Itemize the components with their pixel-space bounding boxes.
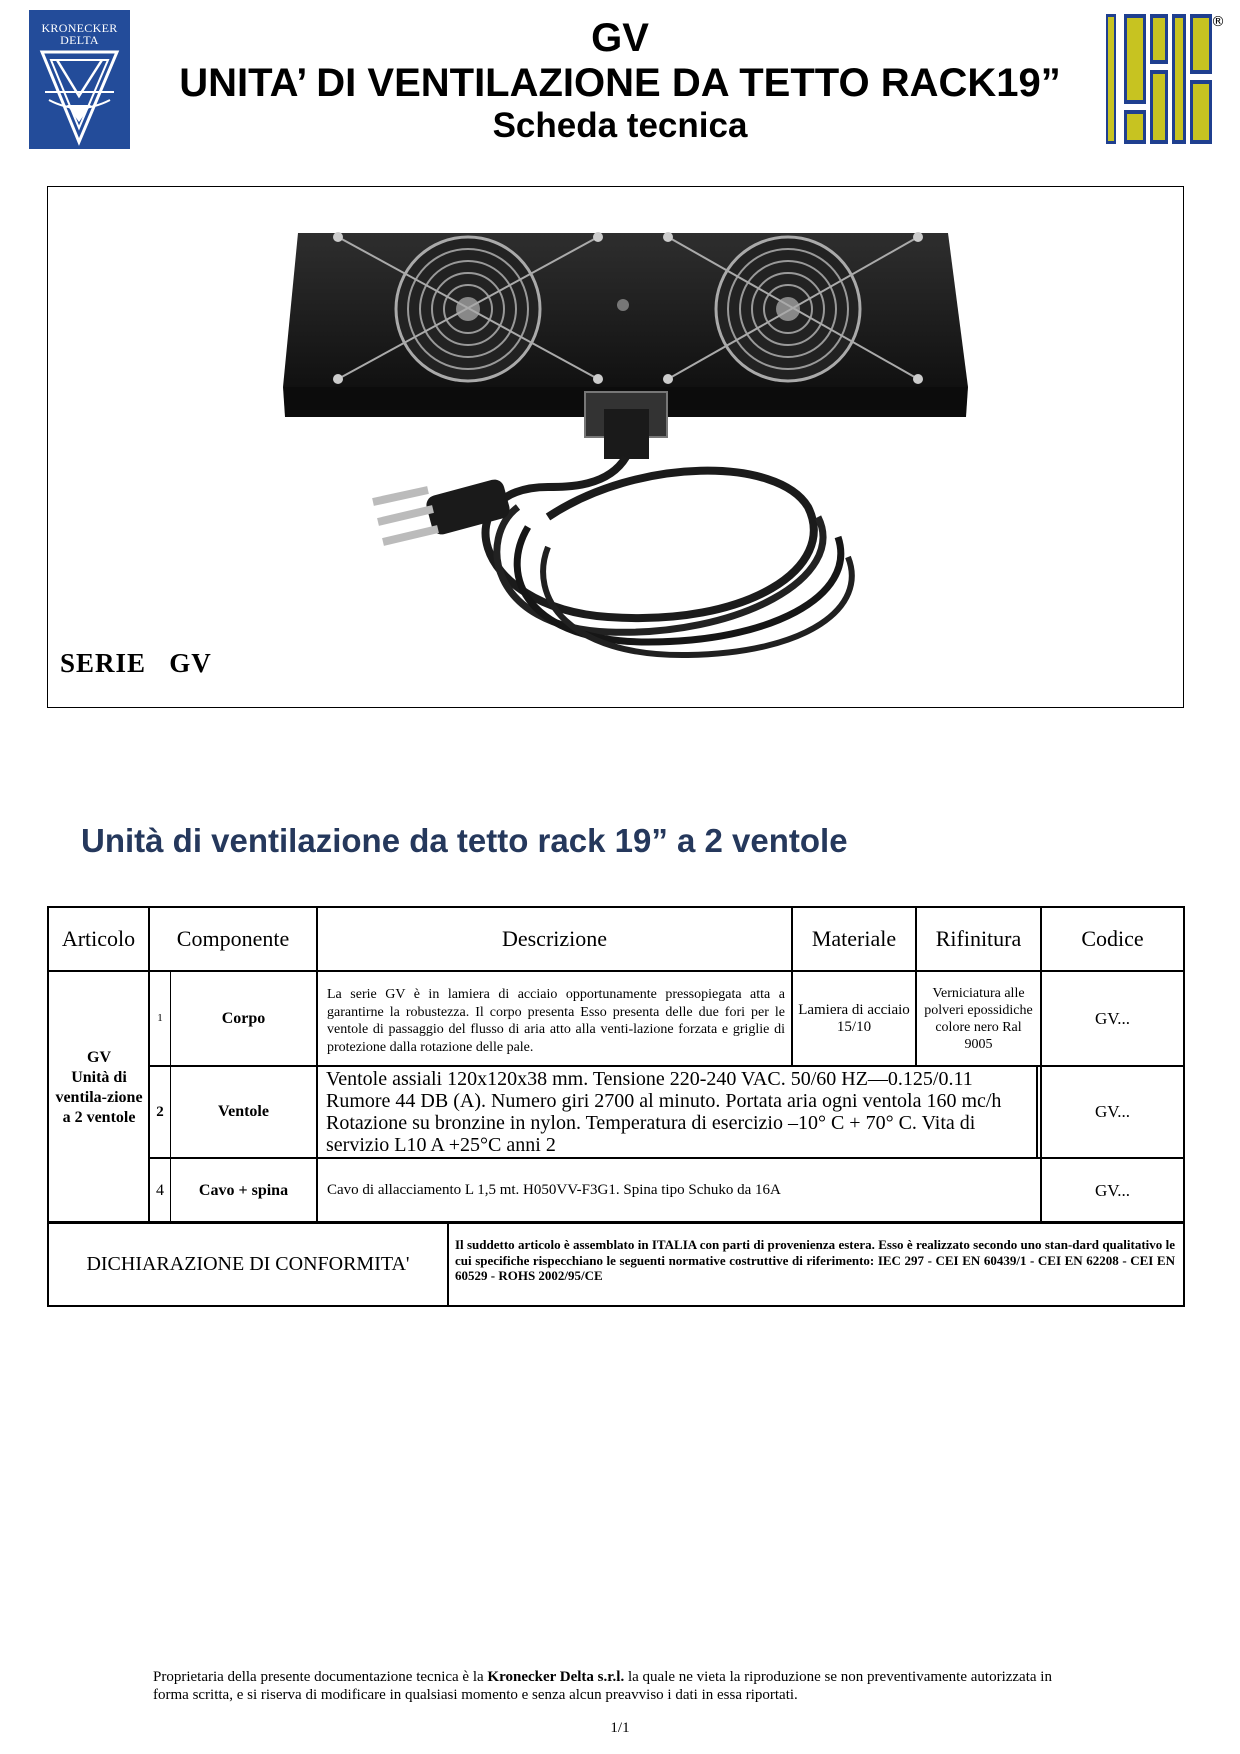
page-number: 1/1 <box>610 1720 630 1736</box>
header-materiale: Materiale <box>811 926 897 951</box>
row-3-num: 4 <box>156 1181 164 1199</box>
section-title: Unità di ventilazione da tetto rack 19” a 2 ventole <box>81 822 848 859</box>
article-cell <box>51 1048 147 1128</box>
footer-text-before: Proprietaria della presente documentazione tecnica è la <box>153 1669 488 1685</box>
header-componente: Componente <box>176 926 290 951</box>
company-logo-right <box>1106 14 1216 144</box>
row-2-componente: Ventole <box>218 1103 269 1120</box>
article-name: Unità di ventila-zione a 2 ventole <box>55 1069 143 1126</box>
kronecker-delta-logo <box>29 10 130 149</box>
header-descrizione: Descrizione <box>501 926 608 951</box>
document-title: UNITA’ DI VENTILAZIONE DA TETTO RACK19” <box>179 61 1061 105</box>
row-1-materiale: Lamiera di acciaio 15/10 <box>798 1001 910 1035</box>
row-2-num: 2 <box>156 1103 164 1120</box>
delta-emblem-icon <box>39 50 120 146</box>
header-rifinitura: Rifinitura <box>935 926 1022 951</box>
footer-company: Kronecker Delta s.r.l. <box>487 1669 625 1685</box>
footer-disclaimer <box>153 1668 1063 1704</box>
conformity-table <box>47 1221 1185 1307</box>
row-1-componente: Corpo <box>221 1009 266 1027</box>
row-2-codice: GV... <box>1094 1102 1131 1121</box>
conformity-label: DICHIARAZIONE DI CONFORMITA' <box>86 1252 410 1275</box>
header-codice: Codice <box>1081 926 1144 951</box>
row-3-componente: Cavo + spina <box>198 1181 289 1199</box>
conformity-text: Il suddetto articolo è assemblato in ITALIA con parti di provenienza estera. Esso è realizzato secondo uno stan-dard qualitativo le cui specifiche rispecchiano le seguenti normative costruttive di riferimento: IEC 297 - CEI EN 60439/1 - CEI EN 62208 - CEI EN 60529 - ROHS 2002/95/CE <box>455 1237 1175 1283</box>
logo-brand-line2: DELTA <box>60 33 99 47</box>
row-3-descrizione: Cavo di allacciamento L 1,5 mt. H050VV-F3G1. Spina tipo Schuko da 16A <box>327 1182 781 1198</box>
spec-table <box>47 906 1185 1224</box>
row-3-codice: GV... <box>1094 1180 1131 1200</box>
power-plug <box>373 477 512 542</box>
document-subtitle: Scheda tecnica <box>492 106 748 145</box>
logo-brand-line1: KRONECKER <box>41 21 118 35</box>
article-code: GV <box>87 1049 111 1066</box>
registered-mark: ® <box>1211 14 1225 30</box>
row-1-num: 1 <box>157 1012 163 1024</box>
product-code: GV <box>591 16 649 60</box>
header-articolo: Articolo <box>61 926 136 951</box>
product-photo-frame <box>47 186 1184 708</box>
row-1-rifinitura: Verniciatura alle polveri epossidiche colore nero Ral 9005 <box>924 985 1033 1052</box>
photo-caption: SERIE GV <box>60 648 212 678</box>
footer-text-after: la quale ne vieta la riproduzione se non preventivamente autorizzata in forma scritta, e si riserva di modificare in qualsiasi momento e senza alcun preavviso i dati in essa riportati. <box>153 1669 1052 1703</box>
row-1-codice: GV... <box>1094 1008 1131 1028</box>
row-2-descrizione: Ventole assiali 120x120x38 mm. Tensione 220-240 VAC. 50/60 HZ—0.125/0.11 Rumore 44 DB (A). Numero giri 2700 al minuto. Portata aria ogni ventola 160 mc/h Rotazione su bronzine in nylon. Temperatura di esercizio –10° C + 70° C. Vita di servizio L10 A +25°C anni 2 <box>326 1068 1002 1156</box>
row-1-descrizione: La serie GV è in lamiera di acciaio opportunamente pressopiegata atta a garantirne la robustezza. Il corpo presenta Esso presenta delle due fori per le ventole di passaggio del flusso di aria atto alla venti-lazione forzata e griglie di protezione dalla rotazione delle pale. <box>327 987 785 1055</box>
fan-unit-photo <box>48 187 1185 709</box>
